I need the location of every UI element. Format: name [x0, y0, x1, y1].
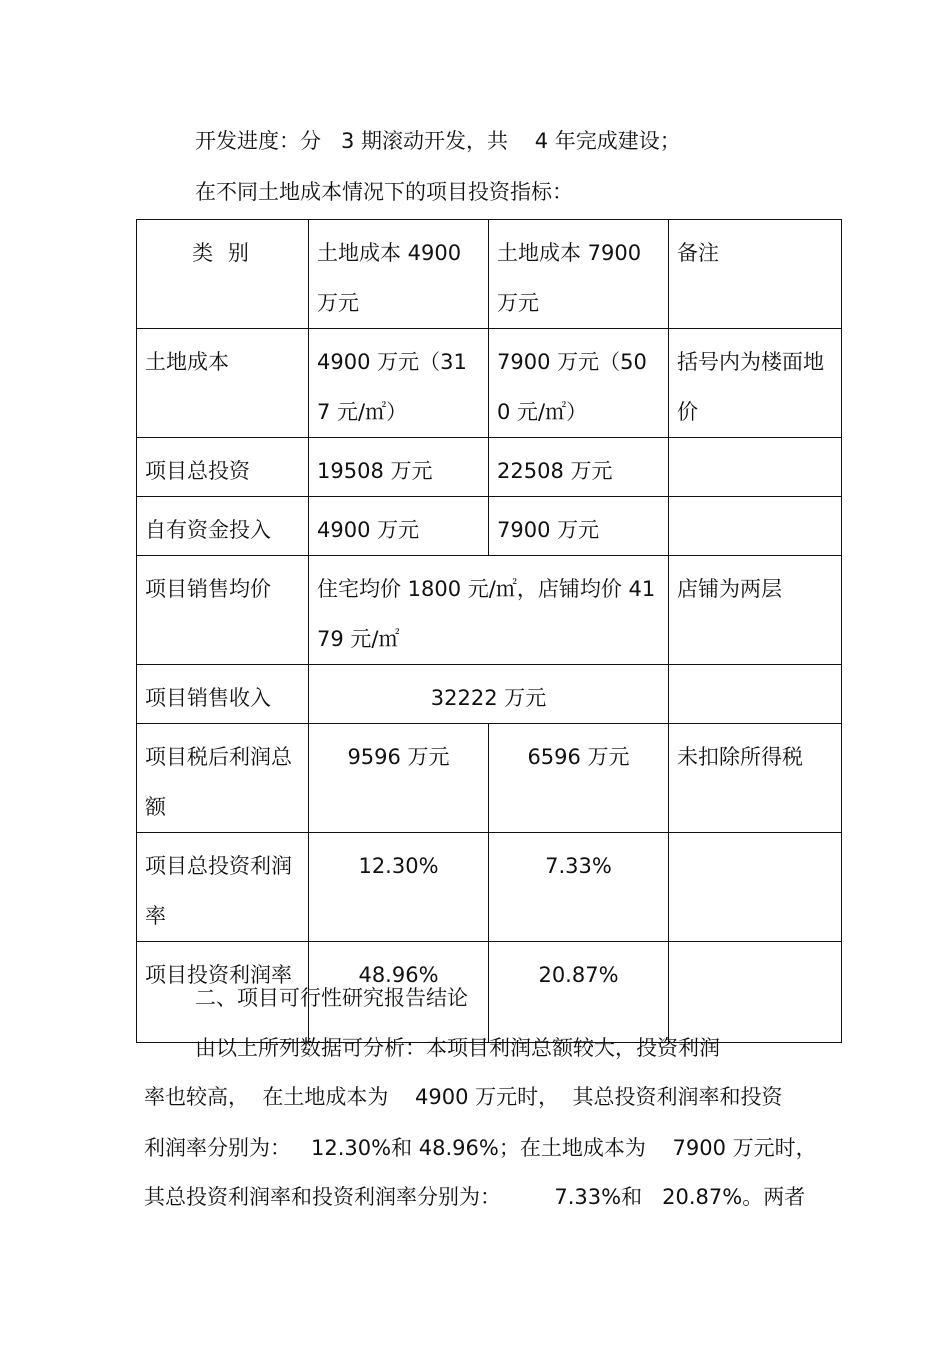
table-row — [137, 724, 842, 833]
row-label: 项目销售均价 — [137, 556, 309, 665]
table-row — [137, 833, 842, 942]
table-row — [137, 329, 842, 438]
table-row — [137, 497, 842, 556]
cell-remark — [669, 833, 842, 942]
header-land-cost-4900: 土地成本 4900 万元 — [309, 220, 489, 329]
row-label: 项目税后利润总额 — [137, 724, 309, 833]
header-land-cost-7900: 土地成本 7900 万元 — [489, 220, 669, 329]
cell-remark: 括号内为楼面地价 — [669, 329, 842, 438]
row-label: 自有资金投入 — [137, 497, 309, 556]
cell-value: 6596 万元 — [489, 724, 669, 833]
cell-value: 22508 万元 — [489, 438, 669, 497]
cell-remark — [669, 497, 842, 556]
cell-remark — [669, 942, 842, 1043]
cell-value: 12.30% — [309, 833, 489, 942]
row-label: 项目销售收入 — [137, 665, 309, 724]
row-label: 土地成本 — [137, 329, 309, 438]
cell-remark — [669, 665, 842, 724]
section-heading-conclusion: 二、项目可行性研究报告结论 — [195, 986, 468, 1010]
header-category: 类 别 — [137, 220, 309, 329]
intro-line-table-caption: 在不同土地成本情况下的项目投资指标： — [195, 180, 573, 204]
row-label: 项目投资利润率 — [137, 942, 309, 1043]
conclusion-paragraph-line: 率也较高， 在土地成本为 4900 万元时， 其总投资利润率和投资 — [144, 1085, 783, 1109]
cell-value-merged: 32222 万元 — [309, 665, 669, 724]
table-row — [137, 665, 842, 724]
row-label: 项目总投资利润率 — [137, 833, 309, 942]
cell-value: 19508 万元 — [309, 438, 489, 497]
table-row — [137, 556, 842, 665]
cell-remark: 店铺为两层 — [669, 556, 842, 665]
investment-indicator-table — [136, 219, 842, 1043]
cell-remark — [669, 438, 842, 497]
cell-value-merged: 住宅均价 1800 元/㎡，店铺均价 4179 元/㎡ — [309, 556, 669, 665]
cell-value: 7900 万元 — [489, 497, 669, 556]
cell-value: 4900 万元 — [309, 497, 489, 556]
cell-value: 48.96% — [309, 942, 489, 1043]
header-remarks: 备注 — [669, 220, 842, 329]
conclusion-paragraph-line: 利润率分别为： 12.30%和 48.96%；在土地成本为 7900 万元时， — [144, 1136, 817, 1160]
conclusion-paragraph-line: 由以上所列数据可分析：本项目利润总额较大，投资利润 — [195, 1036, 720, 1060]
conclusion-paragraph-line: 其总投资利润率和投资利润率分别为： 7.33%和 20.87%。两者 — [144, 1185, 806, 1209]
row-label: 项目总投资 — [137, 438, 309, 497]
cell-remark: 未扣除所得税 — [669, 724, 842, 833]
cell-value: 4900 万元（317 元/㎡） — [309, 329, 489, 438]
table-row — [137, 438, 842, 497]
intro-line-progress: 开发进度：分 3 期滚动开发，共 4 年完成建设； — [195, 129, 681, 153]
cell-value: 20.87% — [489, 942, 669, 1043]
cell-value: 7900 万元（500 元/㎡） — [489, 329, 669, 438]
table-header-row — [137, 220, 842, 329]
cell-value: 9596 万元 — [309, 724, 489, 833]
cell-value: 7.33% — [489, 833, 669, 942]
